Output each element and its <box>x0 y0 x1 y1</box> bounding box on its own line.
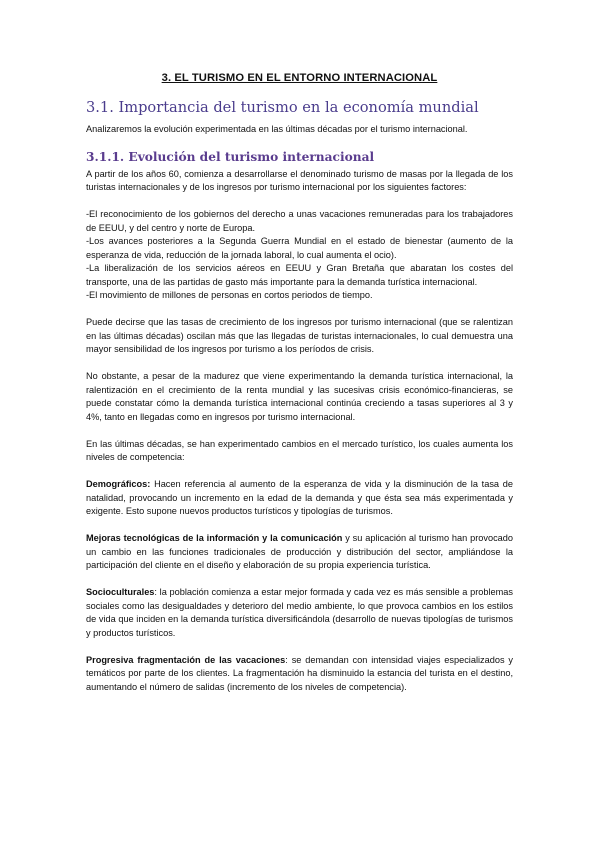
paragraph-market-changes: En las últimas décadas, se han experimentado cambios en el mercado turístico, los cuales aumenta los niveles de competencia: <box>86 438 513 462</box>
change-item-sociocultural <box>86 586 513 640</box>
change-term: Progresiva fragmentación de las vacaciones <box>86 654 286 665</box>
change-text: y su aplicación al turismo han provocado un cambio en las funciones tradicionales de producción y distribución del sector, ampliándose la participación del cliente en el diseño y elaboración de su propia experiencia turística. <box>86 533 513 570</box>
factor-item: -La liberalización de los servicios aéreos en EEUU y Gran Bretaña que abaratan los costes del transporte, una de las partidas de gasto más importante para la demanda turística internacional. <box>86 263 513 287</box>
spacer <box>86 357 513 371</box>
spacer <box>86 519 513 533</box>
change-item-demographic <box>86 478 513 519</box>
change-term: Mejoras tecnológicas de la información y la comunicación <box>86 533 343 543</box>
spacer <box>86 303 513 317</box>
paragraph-growth-rates: Puede decirse que las tasas de crecimiento de los ingresos por turismo internacional (que se ralentizan en las últimas décadas) oscilan más que las llegadas de turistas internacionales, lo cual demuestra una mayor sensibilidad de los ingresos por turismo a los períodos de crisis. <box>86 317 513 354</box>
change-term: Demográficos: <box>86 479 151 489</box>
section-heading: 3.1. Importancia del turismo en la economía mundial <box>86 99 479 116</box>
change-item-technology <box>86 532 513 573</box>
factor-item: -El reconocimiento de los gobiernos del derecho a unas vacaciones remuneradas para los trabajadores de EEUU, y del centro y norte de Europa. <box>86 209 513 233</box>
subsection-heading: 3.1.1. Evolución del turismo internacional <box>86 149 375 164</box>
spacer <box>86 465 513 479</box>
change-item-fragmentation <box>86 654 513 695</box>
spacer <box>86 573 513 587</box>
spacer <box>86 424 513 438</box>
factor-item: -Los avances posteriores a la Segunda Guerra Mundial en el estado de bienestar (aumento de la esperanza de vida, reducción de la jornada laboral, lo cual aumenta el ocio). <box>86 236 513 260</box>
factor-item: -El movimiento de millones de personas en cortos periodos de tiempo. <box>86 290 373 300</box>
paragraph-maturity: No obstante, a pesar de la madurez que viene experimentando la demanda turística internacional, la ralentización en el crecimiento de la renta mundial y las sucesivas crisis económico-financieras, se puede constatar cómo la demanda turística internacional continúa creciendo a tasas superiores al 3 y 4%, tanto en llegadas como en ingresos por turismo internacional. <box>86 371 513 422</box>
paragraph-factors-intro: A partir de los años 60, comienza a desarrollarse el denominado turismo de masas por la llegada de los turistas internacionales y de los ingresos por turismo internacional por los siguientes factores: <box>86 168 513 192</box>
change-text: Hacen referencia al aumento de la esperanza de vida y la disminución de la tasa de natalidad, provocando un incremento en la edad de la demanda y que ésta sea más experimentada y exigente. Esto supone nuevos productos turísticos y tipologías de turismos. <box>86 479 513 516</box>
spacer <box>86 640 513 654</box>
change-text: : se demandan con intensidad viajes especializados y temáticos por parte de los clientes. La fragmentación ha disminuido la estancia del turista en el destino, aumentando el número de salidas (incremento de los niveles de competencia). <box>86 654 514 692</box>
change-text: : la población comienza a estar mejor formada y cada vez es más sensible a problemas sociales como las desigualdades y deterioro del medio ambiente, lo que provoca cambios en los estilos de vida que inciden en la demanda turística diversificándola (desarrollo de nuevas tipologías de turismos y productos turísticos. <box>86 587 513 638</box>
change-term: Socioculturales <box>86 587 155 597</box>
section-intro: Analizaremos la evolución experimentada en las últimas décadas por el turismo internacional. <box>86 124 468 134</box>
spacer <box>86 195 513 209</box>
document-title: 3. EL TURISMO EN EL ENTORNO INTERNACIONAL <box>161 72 438 84</box>
